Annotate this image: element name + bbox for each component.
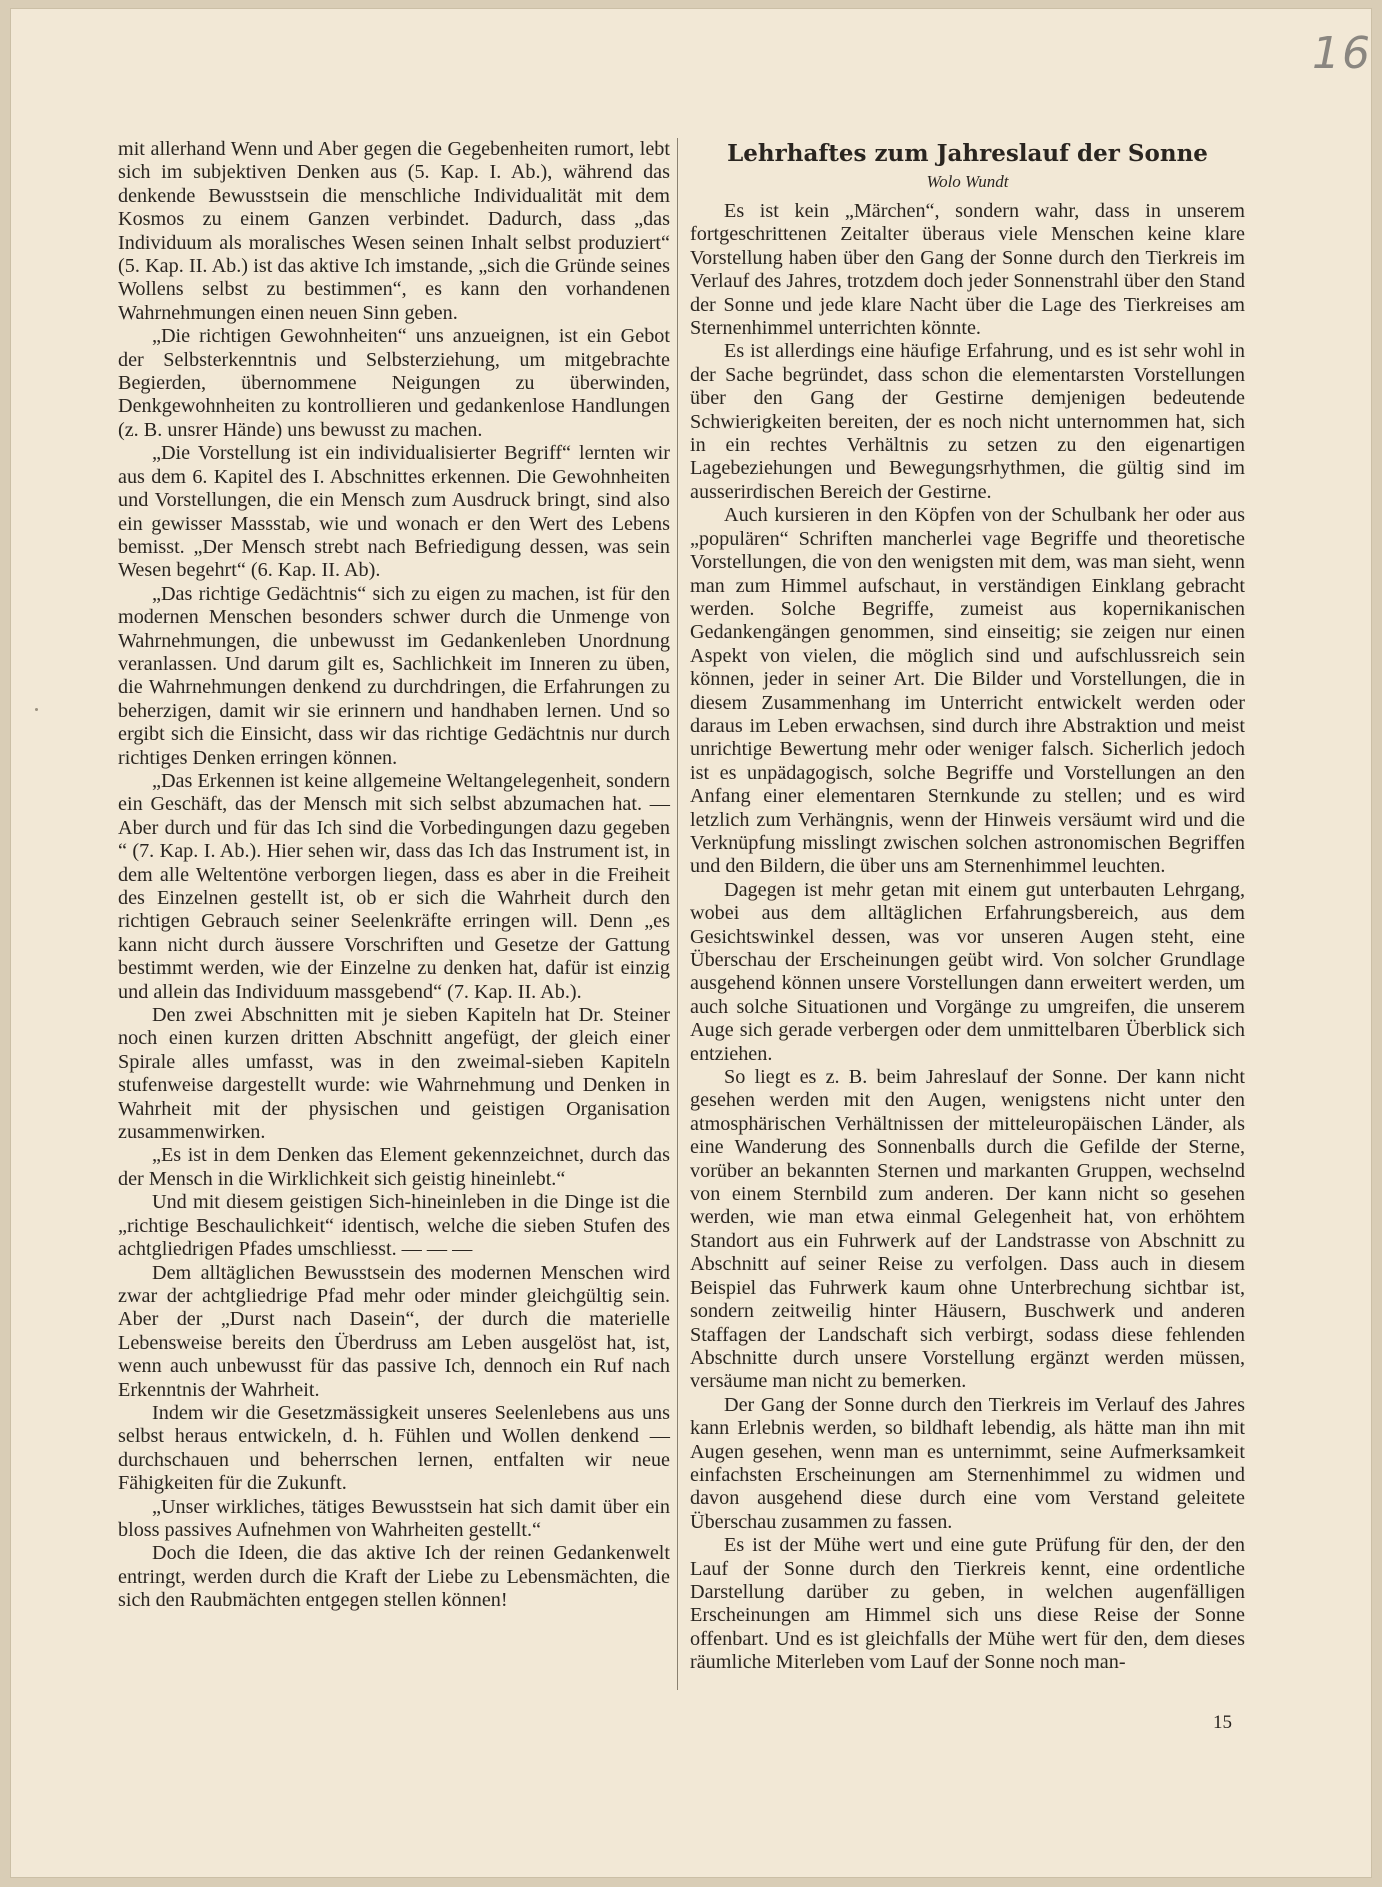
- article-title: Lehrhaftes zum Jahreslauf der Sonne: [727, 140, 1208, 167]
- paragraph: „Das richtige Gedächtnis“ sich zu eigen zu machen, ist für den modernen Menschen besonders schwer durch die Unmenge von Wahrnehmungen, die unbewusst im Gedankenleben Unordnung veranlassen. Und darum gilt es, Sachlichkeit im Inneren zu üben, die Wahrnehmungen denkend zu durchdringen, die Erfahrungen zu beherzigen, damit wir sie erinnern und handhaben lernen. Und so ergibt sich die Einsicht, dass wir das richtige Gedächtnis nur durch richtiges Denken erringen können.: [118, 582, 670, 769]
- paper-speck: [35, 708, 38, 711]
- paragraph: mit allerhand Wenn und Aber gegen die Gegebenheiten rumort, lebt sich im subjektiven Denken aus (5. Kap. I. Ab.), während das denkende Bewusstsein die menschliche Individualität mit dem Kosmos zu einem Ganzen verbindet. Dadurch, dass „das Individuum als moralisches Wesen seinen Inhalt selbst produziert“ (5. Kap. II. Ab.) ist das aktive Ich imstande, „sich die Gründe seines Wollens selbst zu bestimmen“, es kann den vorhandenen Wahrnehmungen einen neuen Sinn geben.: [118, 138, 670, 324]
- article-author: Wolo Wundt: [926, 172, 1009, 191]
- paragraph: Es ist allerdings eine häufige Erfahrung, und es ist sehr wohl in der Sache begründet, dass schon die elementarsten Vorstellungen über den Gang der Gestirne demjenigen bedeutende Schwierigkeiten bereiten, der es noch nicht unternommen hat, sich in ein rechtes Verhältnis zu setzen zu den eigenartigen Lagebeziehungen und Bewegungsrhythmen, die gültig sind im ausserirdischen Bereich der Gestirne.: [690, 340, 1245, 503]
- paragraph: „Es ist in dem Denken das Element gekennzeichnet, durch das der Mensch in die Wirklichkeit sich geistig hineinlebt.“: [118, 1144, 670, 1190]
- paragraph: „Die Vorstellung ist ein individualisierter Begriff“ lernten wir aus dem 6. Kapitel des I. Abschnittes erkennen. Die Gewohnheiten und Vorstellungen, die ein Mensch zum Ausdruck bringt, sind also ein gewisser Massstab, wie und wonach er den Wert des Lebens bemisst. „Der Mensch strebt nach Befriedigung dessen, was sein Wesen begehrt“ (6. Kap. II. Ab).: [118, 442, 670, 582]
- handwritten-page-number: 16: [1312, 28, 1372, 79]
- paragraph: „Unser wirkliches, tätiges Bewusstsein hat sich damit über ein bloss passives Aufnehmen von Wahrheiten gestellt.“: [118, 1495, 670, 1541]
- paragraph: Dem alltäglichen Bewusstsein des modernen Menschen wird zwar der achtgliedrige Pfad mehr oder minder gleichgültig sein. Aber der „Durst nach Dasein“, der durch die materielle Lebensweise bereits den Überdruss am Leben ausgelöst hat, ist, wenn auch unbewusst für das passive Ich, dennoch ein Ruf nach Erkenntnis der Wahrheit.: [118, 1261, 670, 1401]
- paragraph: Und mit diesem geistigen Sich-hineinleben in die Dinge ist die „richtige Beschaulichkeit“ identisch, welche die sieben Stufen des achtgliedrigen Pfades umschliesst. — — —: [118, 1191, 670, 1261]
- paragraph: Doch die Ideen, die das aktive Ich der reinen Gedankenwelt entringt, werden durch die Kraft der Liebe zu Lebensmächten, die sich den Raubmächten entgegen stellen können!: [118, 1542, 670, 1612]
- paragraph: Den zwei Abschnitten mit je sieben Kapiteln hat Dr. Steiner noch einen kurzen dritten Abschnitt angefügt, der gleich einer Spirale alles umfasst, was in den zweimal-sieben Kapiteln stufenweise dargestellt wurde: wie Wahrnehmung und Denken in Wahrheit mit der physischen und geistigen Organisation zusammenwirken.: [118, 1004, 670, 1144]
- left-column: [118, 138, 670, 1613]
- page-number: 15: [1213, 1712, 1232, 1733]
- right-column: [690, 140, 1245, 1675]
- paragraph: Es ist der Mühe wert und eine gute Prüfung für den, der den Lauf der Sonne durch den Tierkreis kennt, eine ordentliche Darstellung darüber zu geben, in welchen augenfälligen Erscheinungen am Himmel sich uns diese Reise der Sonne offenbart. Und es ist gleichfalls der Mühe wert für den, dem dieses räumliche Miterleben vom Lauf der Sonne noch man-: [690, 1534, 1245, 1674]
- paragraph: So liegt es z. B. beim Jahreslauf der Sonne. Der kann nicht gesehen werden mit den Augen, wenigstens nicht unter den atmosphärischen Verhältnissen der mitteleuropäischen Länder, als eine Wanderung des Sonnenballs durch die Gefilde der Sterne, vorüber an bekannten Sternen und markanten Gruppen, wechselnd von einem Sternbild zum anderen. Der kann nicht so gesehen werden, wie man etwa einmal Gelegenheit hat, von erhöhtem Standort aus ein Fuhrwerk auf der Landstrasse von Abschnitt zu Abschnitt auf seiner Reise zu verfolgen. Dass auch in diesem Beispiel das Fuhrwerk kaum ohne Unterbrechung sichtbar ist, sondern zeitweilig hinter Häusern, Buschwerk und anderen Staffagen der Landschaft sich verbirgt, sodass diese fehlenden Abschnitte durch unsere Vorstellung ergänzt werden müssen, versäume man nicht zu bemerken.: [690, 1066, 1245, 1393]
- paragraph: Es ist kein „Märchen“, sondern wahr, dass in unserem fortgeschrittenen Zeitalter überaus viele Menschen keine klare Vorstellung haben über den Gang der Sonne durch den Tierkreis im Verlauf des Jahres, trotzdem doch jeder Sonnenstrahl über den Stand der Sonne und jede klare Nacht über die Lage des Tierkreises am Sternenhimmel unterrichten könnte.: [690, 200, 1245, 340]
- column-divider: [677, 138, 678, 1690]
- right-column-body: [690, 200, 1245, 1675]
- paragraph: Der Gang der Sonne durch den Tierkreis im Verlauf des Jahres kann Erlebnis werden, so bildhaft lebendig, als hätte man ihn mit Augen gesehen, wenn man es unternimmt, seine Aufmerksamkeit einfachsten Erscheinungen am Sternenhimmel zu widmen und davon ausgehend diese durch eine vom Verstand geleitete Überschau zusammen zu fassen.: [690, 1393, 1245, 1533]
- paragraph: „Das Erkennen ist keine allgemeine Weltangelegenheit, sondern ein Geschäft, das der Mensch mit sich selbst abzumachen hat. — Aber durch und für das Ich sind die Vorbedingungen dazu gegeben “ (7. Kap. I. Ab.). Hier sehen wir, dass das Ich das Instrument ist, in dem alle Weltentöne verborgen liegen, dass es aber in die Freiheit des Einzelnen gestellt ist, ob er sich die Wahrheit durch den richtigen Gebrauch seiner Seelenkräfte erringen will. Denn „es kann nicht durch äussere Vorschriften und Gesetze der Gattung bestimmt werden, wie der Einzelne zu denken hat, dafür ist einzig und allein das Individuum massgebend“ (7. Kap. II. Ab.).: [118, 769, 670, 1003]
- paragraph: Dagegen ist mehr getan mit einem gut unterbauten Lehrgang, wobei aus dem alltäglichen Erfahrungsbereich, aus dem Gesichtswinkel dessen, was vor unseren Augen steht, eine Überschau der Erscheinungen geübt wird. Von solcher Grundlage ausgehend können unsere Vorstellungen dann erweitert werden, um auch solche Situationen und Vorgänge zu umgreifen, die unserem Auge sich gerade verbergen oder dem unmittelbaren Überblick sich entziehen.: [690, 878, 1245, 1065]
- paragraph: Indem wir die Gesetzmässigkeit unseres Seelenlebens aus uns selbst heraus entwickeln, d. h. Fühlen und Wollen denkend — durchschauen und beherrschen lernen, entfalten wir neue Fähigkeiten für die Zukunft.: [118, 1401, 670, 1495]
- paragraph: Auch kursieren in den Köpfen von der Schulbank her oder aus „populären“ Schriften mancherlei vage Begriffe und theoretische Vorstellungen, die von den wenigsten mit dem, was man sieht, wenn man zum Himmel aufschaut, in verständigen Einklang gebracht werden. Solche Begriffe, zumeist aus kopernikanischen Gedankengängen genommen, sind einseitig; sie zeigen nur einen Aspekt von vielen, die möglich sind und aufschlussreich sein können, jeder in seiner Art. Die Bilder und Vorstellungen, die in diesem Zusammenhang im Unterricht entwickelt werden oder daraus im Leben erwachsen, sind durch ihre Abstraktion und meist unrichtige Bewertung mehr oder weniger falsch. Sicherlich jedoch ist es unpädagogisch, solche Begriffe und Vorstellungen an den Anfang einer elementaren Sternkunde zu stellen; und es wird letzlich zum Verhängnis, wenn der Hinweis versäumt wird und die Verknüpfung misslingt zwischen solchen astronomischen Begriffen und den Bildern, die über uns am Sternenhimmel leuchten.: [690, 504, 1245, 878]
- paragraph: „Die richtigen Gewohnheiten“ uns anzueignen, ist ein Gebot der Selbsterkenntnis und Selbsterziehung, um mitgebrachte Begierden, übernommene Neigungen zu überwinden, Denkgewohnheiten zu kontrollieren und gedankenlose Handlungen (z. B. unsrer Hände) uns bewusst zu machen.: [118, 325, 670, 441]
